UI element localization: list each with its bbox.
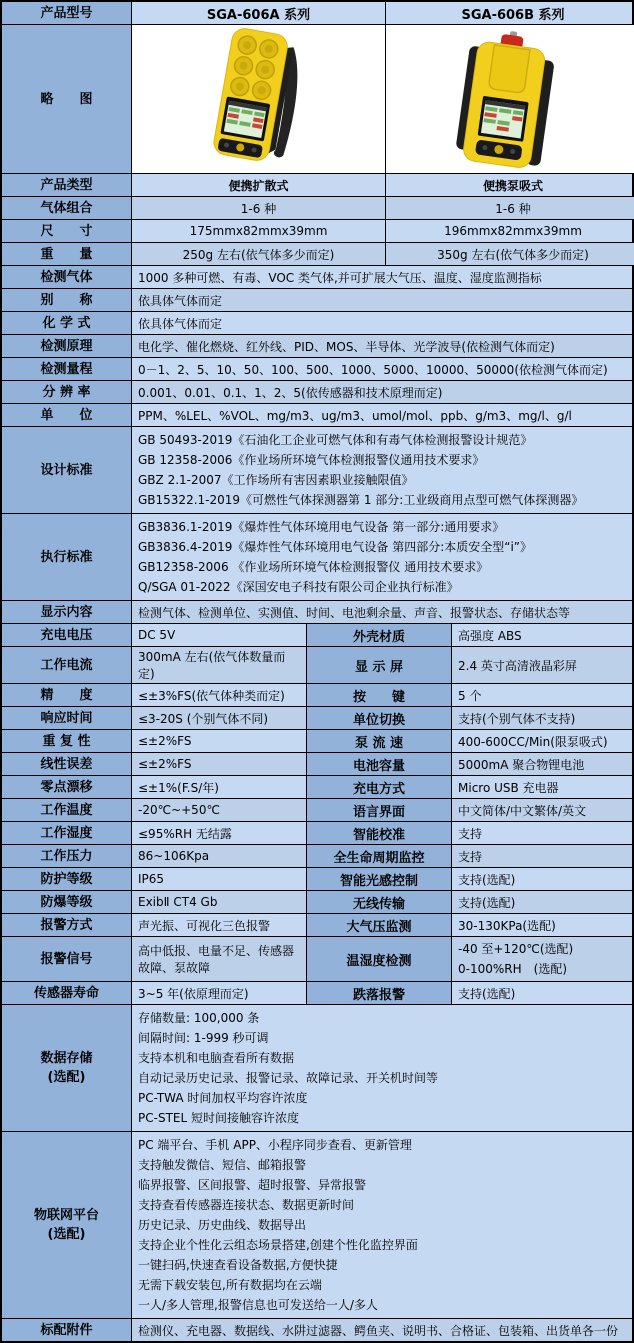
row-label-2: 语言界面: [307, 799, 452, 821]
value-a: 175mmx82mmx39mm: [132, 220, 386, 242]
row-label: 工作温度: [2, 799, 132, 821]
row-label-line: 执行标准: [40, 549, 93, 565]
row-label-line: 设计标准: [40, 462, 93, 478]
row-label: [2, 1132, 132, 1318]
row-value-1: ≤±2%FS: [132, 730, 307, 752]
spec-row-detection-range: [2, 357, 632, 380]
row-label-2: 电池容量: [307, 753, 452, 775]
spec-row-alarm-signal: [2, 936, 632, 981]
row-value: 检测仪、充电器、数据线、水阱过滤器、鳄鱼夹、说明书、合格证、包装箱、出货单各一份: [132, 1319, 632, 1341]
spec-row-dimensions: [2, 219, 632, 242]
row-value-lines-line: 一人/多人管理,报警信息也可发送给一人/多人: [138, 1298, 378, 1312]
row-value-lines-line: 存储数量: 100,000 条: [138, 1011, 260, 1025]
row-label: 检测气体: [2, 266, 132, 288]
row-label: 防护等级: [2, 868, 132, 890]
row-label-2: 全生命周期监控: [307, 845, 452, 867]
row-value: 0.001、0.01、0.1、1、2、5(依传感器和技术原理而定): [132, 381, 632, 403]
value-b: 便携泵吸式: [482, 178, 543, 193]
row-value-lines-line: PC-TWA 时间加权平均容许浓度: [138, 1091, 308, 1105]
row-value-lines: [132, 1005, 632, 1131]
row-value-2: 5 个: [458, 688, 482, 703]
row-value-2-line: -40 至+120℃(选配): [458, 942, 574, 956]
row-label: 气体组合: [2, 197, 132, 219]
row-value-lines: [132, 1132, 632, 1318]
row-value-2: [452, 937, 632, 981]
spec-row-product-type: [2, 173, 632, 196]
row-label: 零点漂移: [2, 776, 132, 798]
row-value-lines-line: 临界报警、区间报警、超时报警、异常报警: [138, 1178, 367, 1192]
row-label: 检测量程: [2, 358, 132, 380]
row-value-2: 中文简体/中文繁体/英文: [452, 799, 632, 821]
row-value-lines-line: 历史记录、历史曲线、数据导出: [138, 1218, 307, 1232]
row-label-2: 单位切换: [307, 707, 452, 729]
value-a: 便携扩散式: [132, 174, 386, 196]
row-value-lines: [132, 514, 632, 600]
row-label: 单 位: [2, 404, 132, 426]
spec-row-display-content: [2, 600, 632, 623]
spec-row-weight: [2, 242, 632, 265]
row-value-1: 3~5 年(依原理而定): [132, 982, 307, 1004]
row-value-1: ≤95%RH 无结露: [132, 822, 307, 844]
row-label: 标配附件: [2, 1319, 132, 1341]
row-label: 别 称: [2, 289, 132, 311]
row-value-2-line: 0-100%RH (选配): [458, 962, 567, 976]
spec-row-response-time: [2, 706, 632, 729]
row-value-lines-line: 间隔时间: 1-999 秒可调: [138, 1031, 269, 1045]
row-value-lines-line: GBZ 2.1-2007《工作场所有害因素职业接触限值》: [138, 473, 414, 487]
row-value-2: 支持(选配): [458, 872, 516, 887]
spec-row-alarm-mode: [2, 913, 632, 936]
spec-row-working-current: [2, 646, 632, 683]
spec-row-units: [2, 403, 632, 426]
row-value-2: Micro USB 充电器: [458, 780, 559, 795]
row-value-1: ExibⅡ CT4 Gb: [132, 891, 307, 913]
row-label-2: 跌落报警: [307, 982, 452, 1004]
row-value-1: -20℃~+50℃: [132, 799, 307, 821]
row-value: 检测气体、检测单位、实测值、时间、电池剩余量、声音、报警状态、存储状态等: [132, 601, 632, 623]
value-a: 250g 左右(依气体多少而定): [132, 243, 386, 265]
row-label-2: 智能光感控制: [307, 868, 452, 890]
row-value: 依具体气体而定: [138, 316, 223, 331]
row-value: PPM、%LEL、%VOL、mg/m3、ug/m3、umol/mol、ppb、g/m3、mg/l、g/l: [138, 408, 572, 423]
gas-detector-pump-image: [389, 26, 634, 172]
spec-row-linearity-error: [2, 752, 632, 775]
spec-row-protection-rating: [2, 867, 632, 890]
spec-row-product-model: [2, 2, 632, 24]
row-label: 响应时间: [2, 707, 132, 729]
row-value: 1000 多种可燃、有毒、VOC 类气体,并可扩展大气压、温度、湿度监测指标: [138, 270, 542, 285]
value-b: 196mmx82mmx39mm: [444, 224, 582, 238]
value-a: 1-6 种: [132, 197, 386, 219]
row-label-2: 温湿度检测: [307, 937, 452, 981]
row-value-2: 30-130KPa(选配): [458, 918, 556, 933]
row-value-lines-line: 支持触发微信、短信、邮箱报警: [138, 1158, 307, 1172]
row-label-line: (选配): [47, 1070, 86, 1085]
row-value-lines-line: GB3836.4-2019《爆炸性气体环境用电气设备 第四部分:本质安全型“i”》: [138, 540, 533, 554]
row-value-lines-line: 一键扫码,快速查看设备数据,方便快捷: [138, 1258, 338, 1272]
row-label: 产品类型: [2, 174, 132, 196]
product-b-header: SGA-606B 系列: [461, 7, 565, 23]
row-label: 产品型号: [2, 2, 132, 24]
row-value-lines-line: 支持本机和电脑查看所有数据: [138, 1051, 295, 1065]
spec-row-accuracy: [2, 683, 632, 706]
row-value-1: 声光振、可视化三色报警: [132, 914, 307, 936]
row-value-2: 2.4 英寸高清液晶彩屏: [452, 647, 632, 683]
row-value-1: ≤±1%(F.S/年): [132, 776, 307, 798]
row-value-2: 支持: [452, 845, 632, 867]
row-label: 精 度: [2, 684, 132, 706]
spec-row-resolution: [2, 380, 632, 403]
row-label: 检测原理: [2, 335, 132, 357]
row-label: 工作湿度: [2, 822, 132, 844]
product-b-image-cell: [386, 25, 634, 173]
row-label-2: 按 键: [307, 684, 452, 706]
row-value-2: 支持(选配): [452, 891, 632, 913]
row-label-2: 无线传输: [307, 891, 452, 913]
value-b: 350g 左右(依气体多少而定): [386, 243, 634, 265]
row-value-lines-line: GB3836.1-2019《爆炸性气体环境用电气设备 第一部分:通用要求》: [138, 520, 505, 534]
row-label: 工作电流: [2, 647, 132, 683]
row-value: 电化学、催化燃烧、红外线、PID、MOS、半导体、光学波导(依检测气体而定): [132, 335, 632, 357]
row-label: 防爆等级: [2, 891, 132, 913]
spec-row-iot-platform: [2, 1131, 632, 1318]
row-value-2: 400-600CC/Min(限泵吸式): [458, 734, 608, 749]
row-value-2: 支持(个别气体不支持): [452, 707, 632, 729]
row-label-2: 泵 流 速: [307, 730, 452, 752]
row-value-lines-line: GB15322.1-2019《可燃性气体探测器第 1 部分:工业级商用点型可燃气体探测器》: [138, 493, 584, 507]
row-label: 重 量: [2, 243, 132, 265]
product-a-header: SGA-606A 系列: [132, 2, 386, 24]
row-value-lines-line: 无需下载安装包,所有数据均在云端: [138, 1278, 322, 1292]
row-value-1: IP65: [132, 868, 307, 890]
row-value-1: ≤±2%FS: [132, 753, 307, 775]
spec-row-alias: [2, 288, 632, 311]
row-value-lines-line: 支持查看传感器连接状态、数据更新时间: [138, 1198, 355, 1212]
spec-row-working-temperature: [2, 798, 632, 821]
row-value-lines-line: 支持企业个性化云组态场景搭建,创建个性化监控界面: [138, 1238, 418, 1252]
row-value-1: DC 5V: [132, 624, 307, 646]
spec-row-repeatability: [2, 729, 632, 752]
row-value-2: 支持(选配): [458, 986, 516, 1001]
row-value-2: 5000mA 聚合物锂电池: [452, 753, 632, 775]
spec-row-explosion-proof-rating: [2, 890, 632, 913]
row-value-1: 高中低报、电量不足、传感器故障、泵故障: [132, 937, 307, 981]
spec-row-working-pressure: [2, 844, 632, 867]
row-label-2: 智能校准: [307, 822, 452, 844]
row-label: 重 复 性: [2, 730, 132, 752]
row-value-1: ≤3-20S (个别气体不同): [132, 707, 307, 729]
row-label: 化 学 式: [2, 312, 132, 334]
row-label-2: 显 示 屏: [307, 647, 452, 683]
gas-detector-diffusion-image: [134, 26, 384, 172]
row-label: 报警信号: [2, 937, 132, 981]
row-label: 略 图: [2, 25, 132, 173]
row-value: 依具体气体而定: [132, 289, 632, 311]
spec-row-working-humidity: [2, 821, 632, 844]
row-label: 尺 寸: [2, 220, 132, 242]
value-b: 1-6 种: [386, 197, 634, 219]
row-value-lines-line: PC-STEL 短时间接触容许浓度: [138, 1111, 299, 1125]
spec-row-detected-gases: [2, 265, 632, 288]
row-label-2: 大气压监测: [307, 914, 452, 936]
row-label: 传感器寿命: [2, 982, 132, 1004]
row-label: [2, 1005, 132, 1131]
row-value-lines-line: PC 端平台、手机 APP、小程序同步查看、更新管理: [138, 1138, 412, 1152]
row-label: 报警方式: [2, 914, 132, 936]
row-label: [2, 427, 132, 513]
row-label-2: 充电方式: [307, 776, 452, 798]
row-value-lines-line: GB12358-2006 《作业场所环境气体检测报警仪 通用技术要求》: [138, 560, 489, 574]
row-value-lines: [132, 427, 632, 513]
row-value-lines-line: Q/SGA 01-2022《深国安电子科技有限公司企业执行标准》: [138, 580, 459, 594]
row-label: 分 辨 率: [2, 381, 132, 403]
spec-row-gas-combination: [2, 196, 632, 219]
row-label: 充电电压: [2, 624, 132, 646]
row-label-line: (选配): [47, 1227, 86, 1242]
row-value-lines-line: 自动记录历史记录、报警记录、故障记录、开关机时间等: [138, 1071, 439, 1085]
row-label: [2, 514, 132, 600]
row-label-line: 数据存储: [40, 1051, 93, 1066]
row-label-2: 外壳材质: [307, 624, 452, 646]
spec-row-data-storage: [2, 1004, 632, 1131]
row-label: 工作压力: [2, 845, 132, 867]
row-value-lines-line: GB 12358-2006《作业场所环境气体检测报警仪通用技术要求》: [138, 453, 485, 467]
spec-row-executive-standards: [2, 513, 632, 600]
row-value: 0－1、2、5、10、50、100、500、1000、5000、10000、50000(依检测气体而定): [138, 362, 608, 377]
spec-row-chemical-formula: [2, 311, 632, 334]
spec-row-charging-voltage: [2, 623, 632, 646]
spec-row-sensor-life: [2, 981, 632, 1004]
row-value-1: 86~106Kpa: [132, 845, 307, 867]
spec-row-zero-drift: [2, 775, 632, 798]
row-label: 线性误差: [2, 753, 132, 775]
spec-row-sketch: [2, 24, 632, 173]
row-label-line: 物联网平台: [33, 1208, 99, 1223]
spec-row-detection-principle: [2, 334, 632, 357]
row-value-1: 300mA 左右(依气体数量而定): [132, 647, 307, 683]
row-label: 显示内容: [2, 601, 132, 623]
row-value-1: ≤±3%FS(依气体种类而定): [132, 684, 307, 706]
row-value-2: 支持: [458, 826, 483, 841]
spec-row-standard-accessories: [2, 1318, 632, 1341]
row-value-lines-line: GB 50493-2019《石油化工企业可燃气体和有毒气体检测报警设计规范》: [138, 433, 533, 447]
product-a-image-cell: [132, 25, 386, 173]
row-value-2: 高强度 ABS: [458, 628, 522, 643]
spec-row-design-standards: [2, 426, 632, 513]
